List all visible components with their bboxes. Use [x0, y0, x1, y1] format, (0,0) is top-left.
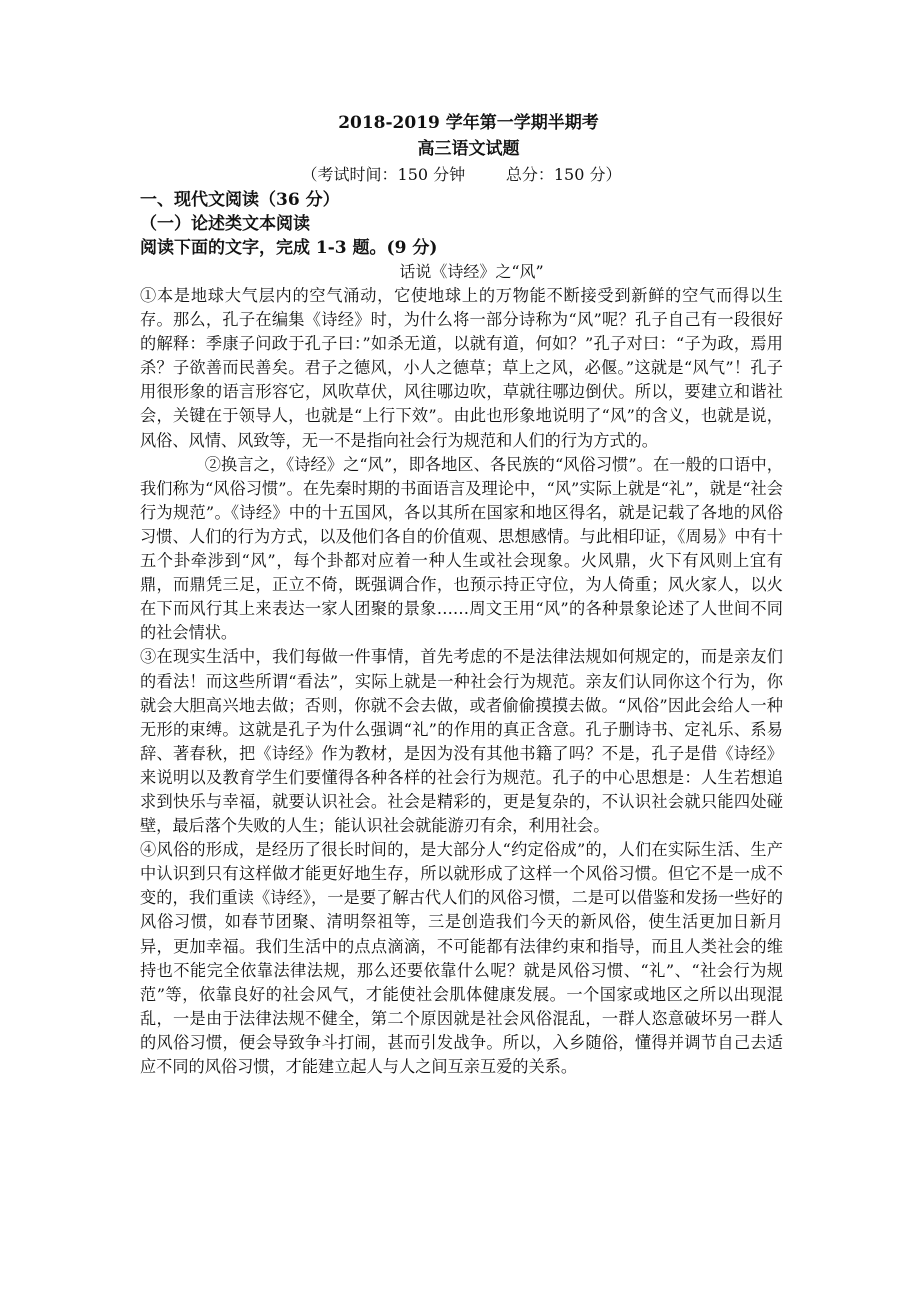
- essay-paragraph-1: ①本是地球大气层内的空气涌动，它使地球上的万物能不断接受到新鲜的空气而得以生存。那么，孔子在编集《诗经》时，为什么将一部分诗称为“风”呢？孔子自己有一段很好的解释：季康子问政于孔子曰：”如杀无道，以就有道，何如？”孔子对曰：“子为政，焉用杀？子欲善而民善矣。君子之德风，小人之德草；草上之风，必偃。”这就是“风气”！孔子用很形象的语言形容它，风吹草伏，风往哪边吹，草就往哪边倒伏。所以，要建立和谐社会，关键在于领导人，也就是“上行下效”。由此也形象地说明了“风”的含义，也就是说，风俗、风情、风致等，无一不是指向社会行为规范和人们的行为方式的。: [140, 286, 783, 450]
- section-heading: 一、现代文阅读（36 分）: [140, 190, 340, 210]
- essay-title: 话说《诗经》之“风”: [399, 262, 544, 281]
- subsection-heading: （一）论述类文本阅读: [140, 214, 310, 234]
- exam-subtitle: 高三语文试题: [417, 139, 520, 159]
- essay-paragraph-4: ④风俗的形成，是经历了很长时间的，是大部分人“约定俗成”的，人们在实际生活、生产中认识到只有这样做才能更好地生存，所以就形成了这样一个风俗习惯。但它不是一成不变的，我们重读《诗经》，一是要了解古代人们的风俗习惯，二是可以借鉴和发扬一些好的风俗习惯，如春节团聚、清明祭祖等，三是创造我们今天的新风俗，使生活更加日新月异，更加幸福。我们生活中的点点滴滴，不可能都有法律约束和指导，而且人类社会的维持也不能完全依靠法律法规，那么还要依靠什么呢？就是风俗习惯、“礼”、“社会行为规范”等，依靠良好的社会风气，才能使社会肌体健康发展。一个国家或地区之所以出现混乱，一是由于法律法规不健全，第二个原因就是社会风俗混乱，一群人恣意破坏另一群人的风俗习惯，便会导致争斗打闹，甚而引发战争。所以，入乡随俗，懂得并调节自己去适应不同的风俗习惯，才能建立起人与人之间互亲互爱的关系。: [140, 840, 783, 1076]
- exam-info: （考试时间：150 分钟 总分：150 分）: [301, 165, 622, 184]
- essay-paragraph-2: ②换言之，《诗经》之“风”，即各地区、各民族的“风俗习惯”。在一般的口语中，我们称为“风俗习惯”。在先秦时期的书面语言及理论中，“风”实际上就是“礼”，就是“社会行为规范”。《诗经》中的十五国风，各以其所在国家和地区得名，就是记载了各地的风俗习惯、人们的行为方式，以及他们各自的价值观、思想感情。与此相印证，《周易》中有十五个卦牵涉到“风”，每个卦都对应着一种人生或社会现象。火风鼎，火下有风则上宜有鼎，而鼎凭三足，正立不倚，既强调合作，也预示持正守位，为人倚重；风火家人，以火在下而风行其上来表达一家人团聚的景象……周文王用“风”的各种景象论述了人世间不同的社会情状。: [140, 454, 783, 643]
- exam-title: 2018-2019 学年第一学期半期考: [338, 113, 599, 133]
- reading-instruction: 阅读下面的文字，完成 1-3 题。(9 分): [140, 238, 438, 258]
- document-body: [140, 110, 783, 1079]
- essay-paragraph-3: ③在现实生活中，我们每做一件事情，首先考虑的不是法律法规如何规定的，而是亲友们的看法！而这些所谓“看法”，实际上就是一种社会行为规范。亲友们认同你这个行为，你就会大胆高兴地去做；否则，你就不会去做，或者偷偷摸摸去做。“风俗”因此会给人一种无形的束缚。这就是孔子为什么强调“礼”的作用的真正含意。孔子删诗书、定礼乐、系易辞、著春秋，把《诗经》作为教材，是因为没有其他书籍了吗？不是，孔子是借《诗经》来说明以及教育学生们要懂得各种各样的社会行为规范。孔子的中心思想是：人生若想追求到快乐与幸福，就要认识社会。社会是精彩的，更是复杂的，不认识社会就只能四处碰壁，最后落个失败的人生；能认识社会就能游刃有余，利用社会。: [140, 647, 783, 836]
